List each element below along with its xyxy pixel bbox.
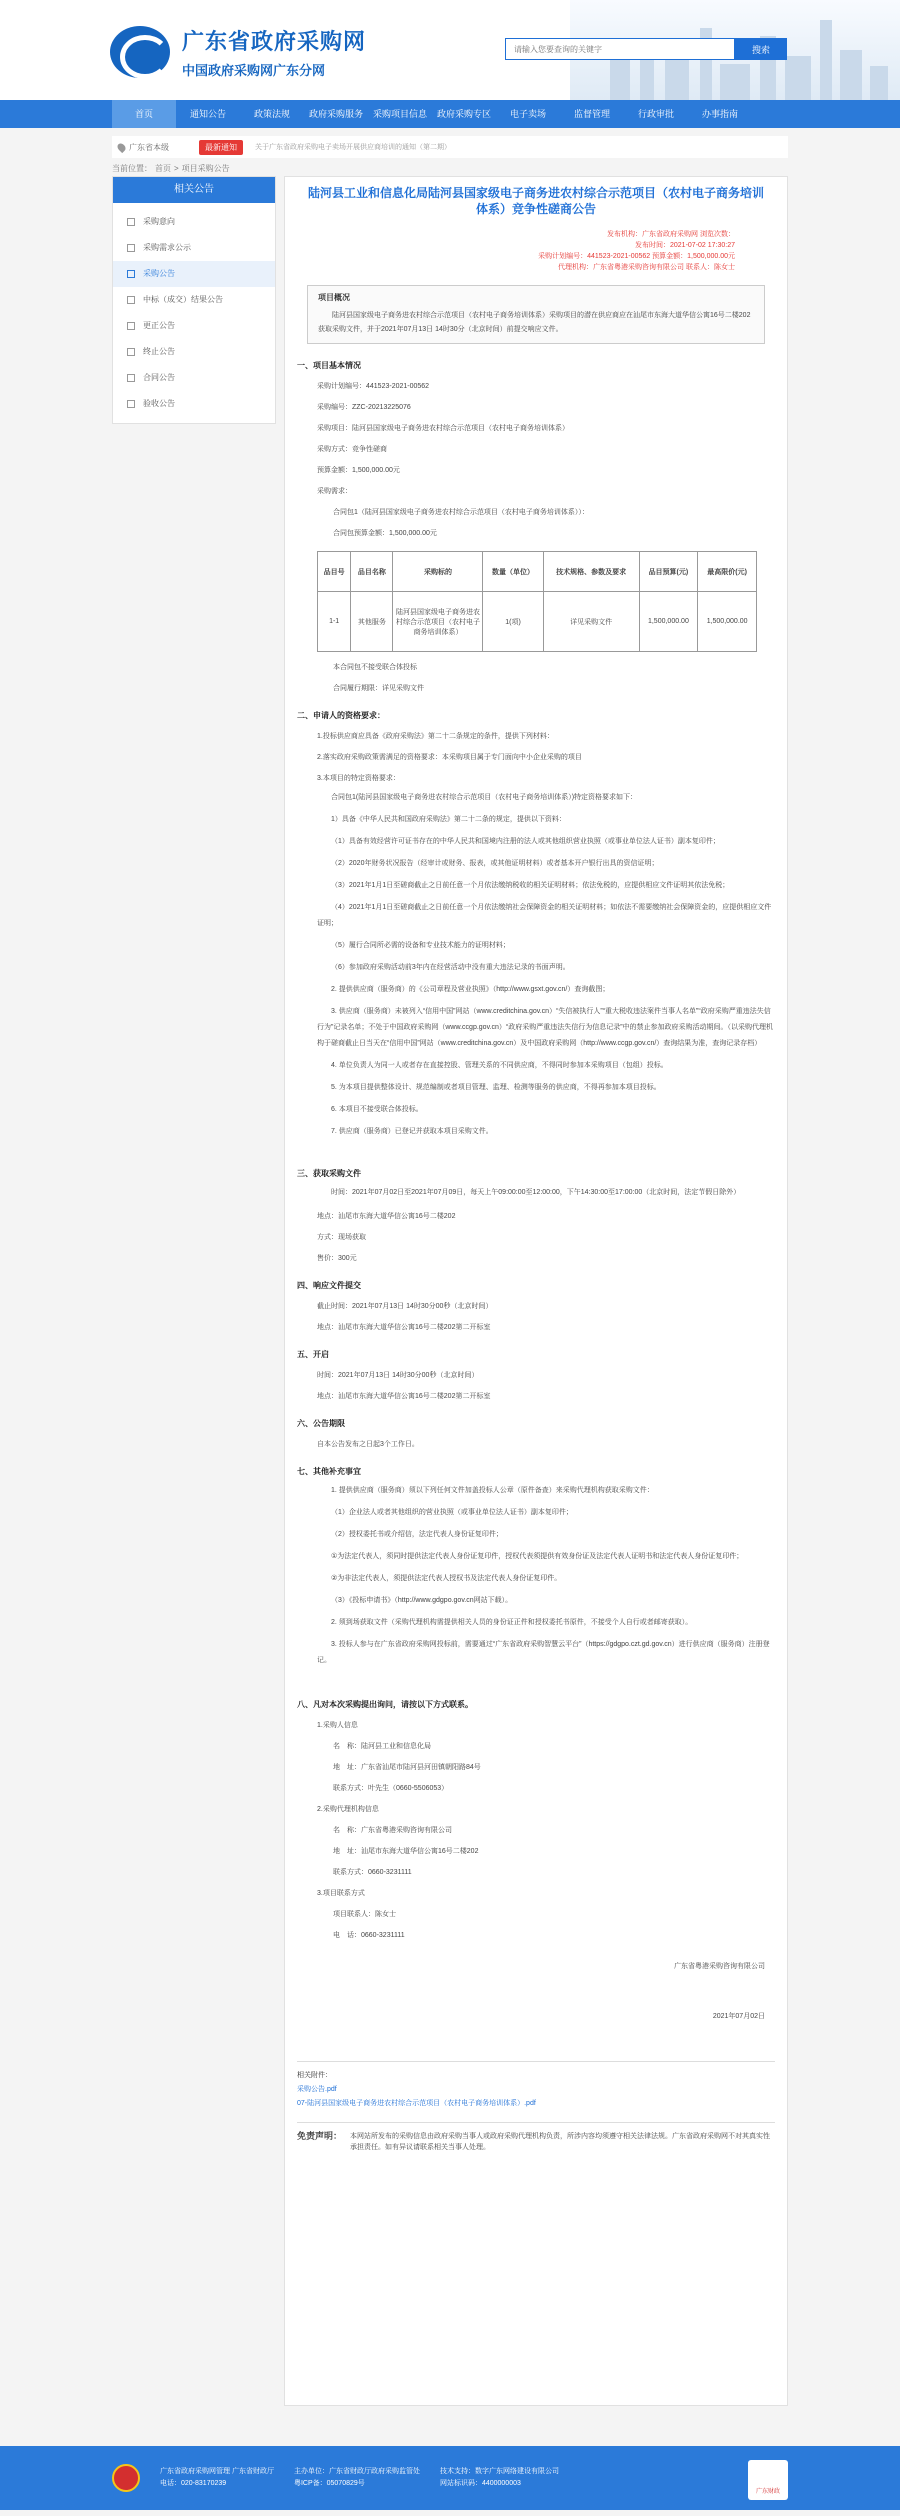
logo-emblem-icon <box>110 26 170 78</box>
contact-line: 名 称：陆河县工业和信息化局 <box>333 1743 431 1750</box>
info-line: 时间：2021年07月02日至2021年07月09日，每天上午09:00:00至12:00:00，下午14:30:00至17:00:00（北京时间，法定节假日除外） <box>331 1189 741 1196</box>
info-line: 售价：300元 <box>317 1255 357 1262</box>
table-cell: 详见采购文件 <box>543 592 639 652</box>
contact-line: 联系方式：0660-3231111 <box>333 1869 412 1876</box>
contact-heading: 3.项目联系方式 <box>317 1890 365 1897</box>
sidebar-item-termination[interactable]: 终止公告 <box>113 339 275 365</box>
contact-line: 电 话：0660-3231111 <box>333 1932 405 1939</box>
requirement-text: （2）2020年财务状况报告（经审计或财务、报表，或其他证明材料）或者基本开户银行出具的资信证明； <box>331 860 659 867</box>
breadcrumb-label: 当前位置： <box>112 164 152 173</box>
sidebar-item-correction[interactable]: 更正公告 <box>113 313 275 339</box>
attachment-link[interactable]: 07-陆河县国家级电子商务进农村综合示范项目（农村电子商务培训体系）.pdf <box>297 2100 536 2107</box>
info-line: 时间：2021年07月13日 14时30分00秒（北京时间） <box>317 1372 479 1379</box>
footer-text: 网站标识码：4400000003 <box>439 2480 521 2487</box>
breadcrumb <box>112 162 788 176</box>
info-line: 2.落实政府采购政策需满足的资格要求：本采购项目属于专门面向中小企业采购的项目 <box>317 754 582 761</box>
table-header: 采购标的 <box>393 552 483 592</box>
items-table <box>317 551 757 652</box>
sidebar-item-procurement[interactable]: 采购公告 <box>113 261 275 287</box>
table-cell: 1,500,000.00 <box>698 592 757 652</box>
nav-service[interactable]: 政府采购服务 <box>308 109 363 119</box>
info-line: 地点：汕尾市东海大道华信公寓16号二楼202第二开标室 <box>317 1324 491 1331</box>
sidebar-item-acceptance[interactable]: 验收公告 <box>113 391 275 417</box>
info-line: 3.本项目的特定资格要求： <box>317 775 400 782</box>
doc-icon <box>127 244 135 252</box>
announcement-meta <box>297 229 775 273</box>
table-cell: 1,500,000.00 <box>639 592 698 652</box>
info-line: 合同履行期限：详见采购文件 <box>333 685 424 692</box>
contact-line: 名 称：广东省粤港采购咨询有限公司 <box>333 1827 452 1834</box>
nav-home[interactable]: 首页 <box>112 100 176 128</box>
section-heading: 五、开启 <box>297 1350 329 1359</box>
contact-line: 地 址：汕尾市东海大道华信公寓16号二楼202 <box>333 1848 479 1855</box>
breadcrumb-separator: > <box>174 164 179 173</box>
breadcrumb-home[interactable]: 首页 <box>155 164 171 173</box>
info-line: 地点：汕尾市东海大道华信公寓16号二楼202第二开标室 <box>317 1393 491 1400</box>
section-heading: 七、其他补充事宜 <box>297 1467 361 1476</box>
sidebar-item-result[interactable]: 中标（成交）结果公告 <box>113 287 275 313</box>
requirement-text: （1）具备有效经营许可证书存在的中华人民共和国境内注册的法人或其他组织营业执照（或事业单位法人证书）副本复印件； <box>331 838 720 845</box>
footer-text: 主办单位：广东省财政厅政府采购监管处 <box>293 2468 420 2475</box>
supplement-text: （2）授权委托书或介绍信，法定代表人身份证复印件； <box>331 1531 503 1538</box>
doc-icon <box>127 348 135 356</box>
doc-icon <box>127 400 135 408</box>
sidebar-item-demand[interactable]: 采购需求公示 <box>113 235 275 261</box>
doc-icon <box>127 270 135 278</box>
requirement-text: （4）2021年1月1日至磋商截止之日前任意一个月依法缴纳社会保障资金的相关证明材料；如依法不需要缴纳社会保障资金的，应提供相应文件证明； <box>317 904 772 927</box>
breadcrumb-current[interactable]: 项目采购公告 <box>181 164 230 173</box>
notice-link[interactable]: 关于广东省政府采购电子卖场开展供应商培训的通知（第二期） <box>255 144 451 151</box>
signature-org: 广东省粤港采购咨询有限公司 <box>674 1963 765 1970</box>
table-header: 数量（单位） <box>483 552 543 592</box>
requirement-text: 7. 供应商（服务商）已登记并获取本项目采购文件。 <box>331 1128 493 1135</box>
supplement-text: 1. 提供供应商（服务商）须以下列任何文件加盖投标人公章（原件备查）来采购代理机构获取采购文件： <box>331 1487 654 1494</box>
doc-icon <box>127 296 135 304</box>
site-subtitle: 中国政府采购网广东分网 <box>182 63 326 78</box>
table-row <box>318 592 757 652</box>
table-header: 最高限价(元) <box>698 552 757 592</box>
attachment-link[interactable]: 采购公告.pdf <box>297 2086 337 2093</box>
contact-line: 联系方式：叶先生（0660-5506053） <box>333 1785 449 1792</box>
requirement-text: 5. 为本项目提供整体设计、规范编制或者项目管理、监理、检测等服务的供应商，不得再参加本项目投标。 <box>331 1084 661 1091</box>
info-line: 采购编号：ZZC-20213225076 <box>317 404 411 411</box>
nav-supervision[interactable]: 监督管理 <box>573 109 610 119</box>
location-pin-icon <box>116 141 127 152</box>
table-header: 品目预算(元) <box>639 552 698 592</box>
attachments <box>297 2061 775 2108</box>
nav-policy[interactable]: 政策法规 <box>253 109 290 119</box>
table-cell: 陆河县国家级电子商务进农村综合示范项目（农村电子商务培训体系） <box>393 592 483 652</box>
requirement-text: 合同包1(陆河县国家级电子商务进农村综合示范项目（农村电子商务培训体系）)特定资格要求如下： <box>331 794 638 801</box>
search-button[interactable]: 搜索 <box>735 38 787 60</box>
signature-date: 2021年07月02日 <box>712 2013 765 2020</box>
site-title: 广东省政府采购网 <box>182 29 367 54</box>
requirement-text: 1）具备《中华人民共和国政府采购法》第二十二条的规定，提供以下资料： <box>331 816 566 823</box>
info-line: 采购计划编号：441523-2021-00562 <box>317 383 430 390</box>
supplement-text: 3. 投标人参与在广东省政府采购网投标前，需要通过“广东省政府采购智慧云平台”（https://gdgpo.czt.gd.gov.cn）进行供应商（服务商）注册登记。 <box>317 1641 770 1664</box>
info-line: 预算金额：1,500,000.00元 <box>317 467 400 474</box>
info-line: 方式：现场获取 <box>317 1234 366 1241</box>
info-line: 1.投标供应商应具备《政府采购法》第二十二条规定的条件，提供下列材料： <box>317 733 554 740</box>
section-heading: 二、申请人的资格要求： <box>297 711 385 720</box>
project-summary-box <box>307 285 765 344</box>
contact-line: 项目联系人：陈女士 <box>333 1911 396 1918</box>
summary-heading: 项目概况 <box>318 293 350 302</box>
supplement-text: （1）企业法人或者其他组织的营业执照（或事业单位法人证书）副本复印件； <box>331 1509 573 1516</box>
site-logo[interactable] <box>110 25 366 79</box>
requirement-text: 3. 供应商（服务商）未被列入“信用中国”网站（www.creditchina.gov.cn）“失信被执行人”“重大税收违法案件当事人名单”“政府采购严重违法失信行为”记录名单；不处于中国政府采购网（www.ccgp.gov.cn）“政府采购严重违法失信行为信息记录”中的禁止参加政府采购活动期间。（以采购代理机构于磋商截止日当天在“信用中国”网站（www.creditchina.gov.cn）及中国政府采购网（http://www.ccgp.gov.cn/）查询结果为准，查询记录存档） <box>317 1008 774 1047</box>
nav-mall[interactable]: 电子卖场 <box>509 109 546 119</box>
attachments-label: 相关附件： <box>297 2072 332 2079</box>
supplement-text: ①为法定代表人，须同时提供法定代表人身份证复印件，授权代表须提供有效身份证及法定代表人证明书和法定代表人身份证复印件； <box>331 1553 744 1560</box>
meta-line: 代理机构：广东省粤港采购咨询有限公司 联系人：陈女士 <box>558 264 735 271</box>
section-heading: 六、公告期限 <box>297 1419 345 1428</box>
requirement-text: （6）参加政府采购活动前3年内在经营活动中没有重大违法记录的书面声明。 <box>331 964 570 971</box>
section-heading: 四、响应文件提交 <box>297 1281 361 1290</box>
footer-text: 技术支持：数字广东网络建设有限公司 <box>439 2468 559 2475</box>
disclaimer-label: 免责声明： <box>297 2131 343 2141</box>
footer-text: 电话：020-83170239 <box>160 2480 227 2487</box>
footer-text: 粤ICP备：05070829号 <box>293 2480 365 2487</box>
meta-line: 发布机构：广东省政府采购网 浏览次数： <box>607 231 735 238</box>
location-selector[interactable]: 广东省本级 <box>118 142 169 153</box>
section-heading: 三、获取采购文件 <box>297 1169 361 1178</box>
doc-icon <box>127 218 135 226</box>
header <box>0 0 900 100</box>
sidebar-item-contract[interactable]: 合同公告 <box>113 365 275 391</box>
sidebar-title: 相关公告 <box>113 177 275 203</box>
disclaimer-text: 本网站所发布的采购信息由政府采购当事人或政府采购代理机构负责，所涉内容均须遵守相关法律法规。广东省政府采购网不对其真实性承担责任。如有异议请联系相关当事人处理。 <box>350 2133 771 2151</box>
requirement-text: 6. 本项目不接受联合体投标。 <box>331 1106 423 1113</box>
search-input[interactable] <box>505 38 735 60</box>
package-line: 合同包1（陆河县国家级电子商务进农村综合示范项目（农村电子商务培训体系））： <box>333 509 589 516</box>
requirement-text: （5）履行合同所必需的设备和专业技术能力的证明材料； <box>331 942 510 949</box>
footer <box>0 2446 900 2510</box>
doc-icon <box>127 322 135 330</box>
meta-line: 发布时间：2021-07-02 17:30:27 <box>635 242 735 249</box>
info-line: 截止时间：2021年07月13日 14时30分00秒（北京时间） <box>317 1303 493 1310</box>
supplement-text: （3）《投标申请书》（http://www.gdgpo.gov.cn网站下载）。 <box>331 1597 513 1604</box>
supplement-text: 2. 须到场获取文件（采购代理机构需提供相关人员的身份证正件和授权委托书原件，不接受个人自行或者邮寄获取）。 <box>331 1619 693 1626</box>
doc-icon <box>127 374 135 382</box>
requirement-text: （3）2021年1月1日至磋商截止之日前任意一个月依法缴纳税收的相关证明材料；依法免税的，应提供相应文件证明其依法免税； <box>331 882 730 889</box>
footer-text: 广东省政府采购网管理 广东省财政厅 <box>160 2468 274 2475</box>
info-line: 采购方式：竞争性磋商 <box>317 446 387 453</box>
table-cell: 1(项) <box>483 592 543 652</box>
sidebar-item-intent[interactable]: 采购意向 <box>113 209 275 235</box>
search-bar <box>505 38 787 60</box>
requirement-text: 4. 单位负责人为同一人或者存在直接控股、管理关系的不同供应商，不得同时参加本采购项目（包组）投标。 <box>331 1062 668 1069</box>
notice-bar <box>112 136 788 158</box>
table-header: 品目号 <box>318 552 351 592</box>
table-cell: 其他服务 <box>351 592 393 652</box>
contact-heading: 2.采购代理机构信息 <box>317 1806 379 1813</box>
nav-approval[interactable]: 行政审批 <box>637 109 674 119</box>
finance-badge[interactable]: 广东财政 <box>748 2460 788 2500</box>
announcement-content <box>284 176 788 2406</box>
nav-guide[interactable]: 办事指南 <box>701 109 738 119</box>
table-cell: 1-1 <box>318 592 351 652</box>
info-line: 采购项目：陆河县国家级电子商务进农村综合示范项目（农村电子商务培训体系） <box>317 425 569 432</box>
info-line: 自本公告发布之日起3个工作日。 <box>317 1441 419 1448</box>
announcement-title: 陆河县工业和信息化局陆河县国家级电子商务进农村综合示范项目（农村电子商务培训体系）竞争性磋商公告 <box>307 186 764 216</box>
emblem-icon <box>112 2464 140 2492</box>
meta-line: 采购计划编号：441523-2021-00562 预算金额：1,500,000.00元 <box>538 253 735 260</box>
requirement-text: 2. 提供供应商（服务商）的《公司章程及营业执照》（http://www.gsxt.gov.cn/）查询截图； <box>331 986 610 993</box>
nav-notices[interactable]: 通知公告 <box>189 109 226 119</box>
nav-projects[interactable]: 采购项目信息 <box>372 109 427 119</box>
latest-notice-badge: 最新通知 <box>199 140 243 155</box>
info-line: 地点：汕尾市东海大道华信公寓16号二楼202 <box>317 1213 456 1220</box>
table-header: 技术规格、参数及要求 <box>543 552 639 592</box>
nav-zone[interactable]: 政府采购专区 <box>436 109 491 119</box>
section-heading: 八、凡对本次采购提出询问，请按以下方式联系。 <box>297 1700 473 1709</box>
info-line: 采购需求： <box>317 488 352 495</box>
contact-line: 地 址：广东省汕尾市陆河县河田镇朝阳路84号 <box>333 1764 481 1771</box>
supplement-text: ②为非法定代表人，须提供法定代表人授权书及法定代表人身份证复印件。 <box>331 1575 562 1582</box>
section-heading: 一、项目基本情况 <box>297 361 361 370</box>
main-nav <box>0 100 900 128</box>
package-budget: 合同包预算金额：1,500,000.00元 <box>333 530 437 537</box>
disclaimer <box>297 2122 775 2153</box>
info-line: 本合同包不接受联合体投标 <box>333 664 417 671</box>
contact-heading: 1.采购人信息 <box>317 1722 358 1729</box>
table-header: 品目名称 <box>351 552 393 592</box>
summary-text: 陆河县国家级电子商务进农村综合示范项目（农村电子商务培训体系）采购项目的潜在供应商应在汕尾市东海大道华信公寓16号二楼202获取采购文件，并于2021年07月13日 14时30分（北京时间）前提交响应文件。 <box>318 312 751 333</box>
sidebar <box>112 176 276 424</box>
